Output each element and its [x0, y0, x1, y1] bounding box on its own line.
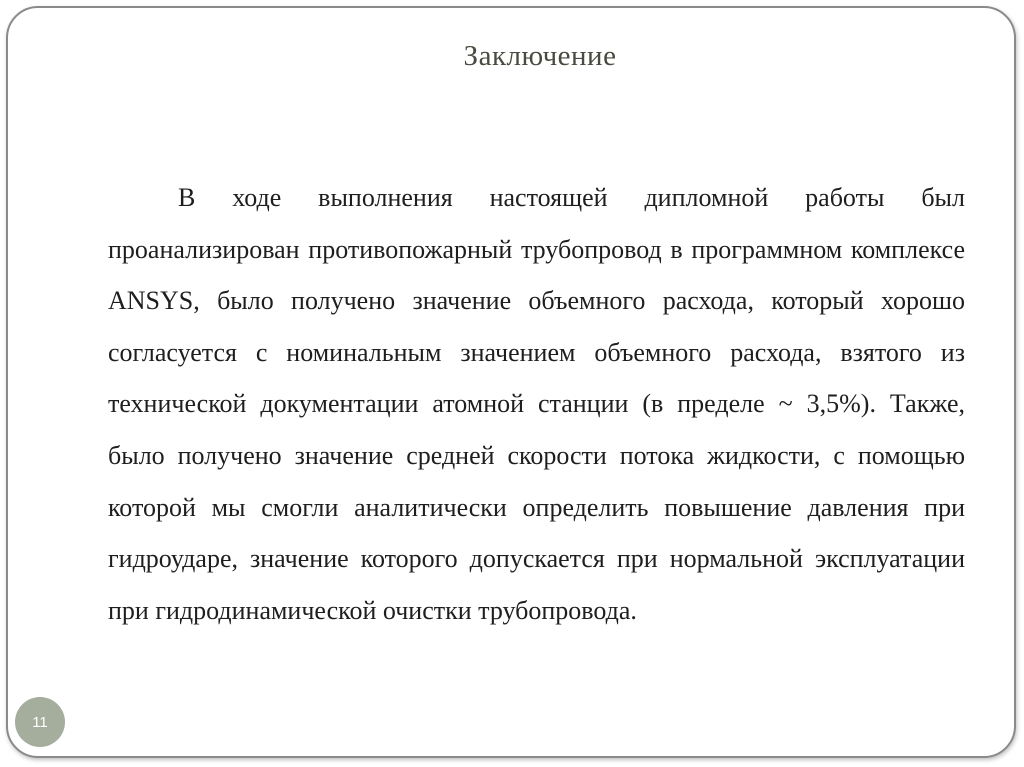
slide-title: Заключение: [463, 40, 617, 72]
conclusion-paragraph: В ходе выполнения настоящей дипломной работы был проанализирован противопожарный трубопровод в программном комплексе ANSYS, было получено значение объемного расхода, который хорошо согласуется с номинальным значением объемного расхода, взятого из технической документации атомной станции (в пределе ~ 3,5%). Также, было получено значение средней скорости потока жидкости, с помощью которой мы смогли аналитически определить повышение давления при гидроударе, значение которого допускается при нормальной эксплуатации при гидродинамической очистки трубопровода.: [108, 183, 965, 625]
page-number-badge: 11: [15, 697, 65, 747]
